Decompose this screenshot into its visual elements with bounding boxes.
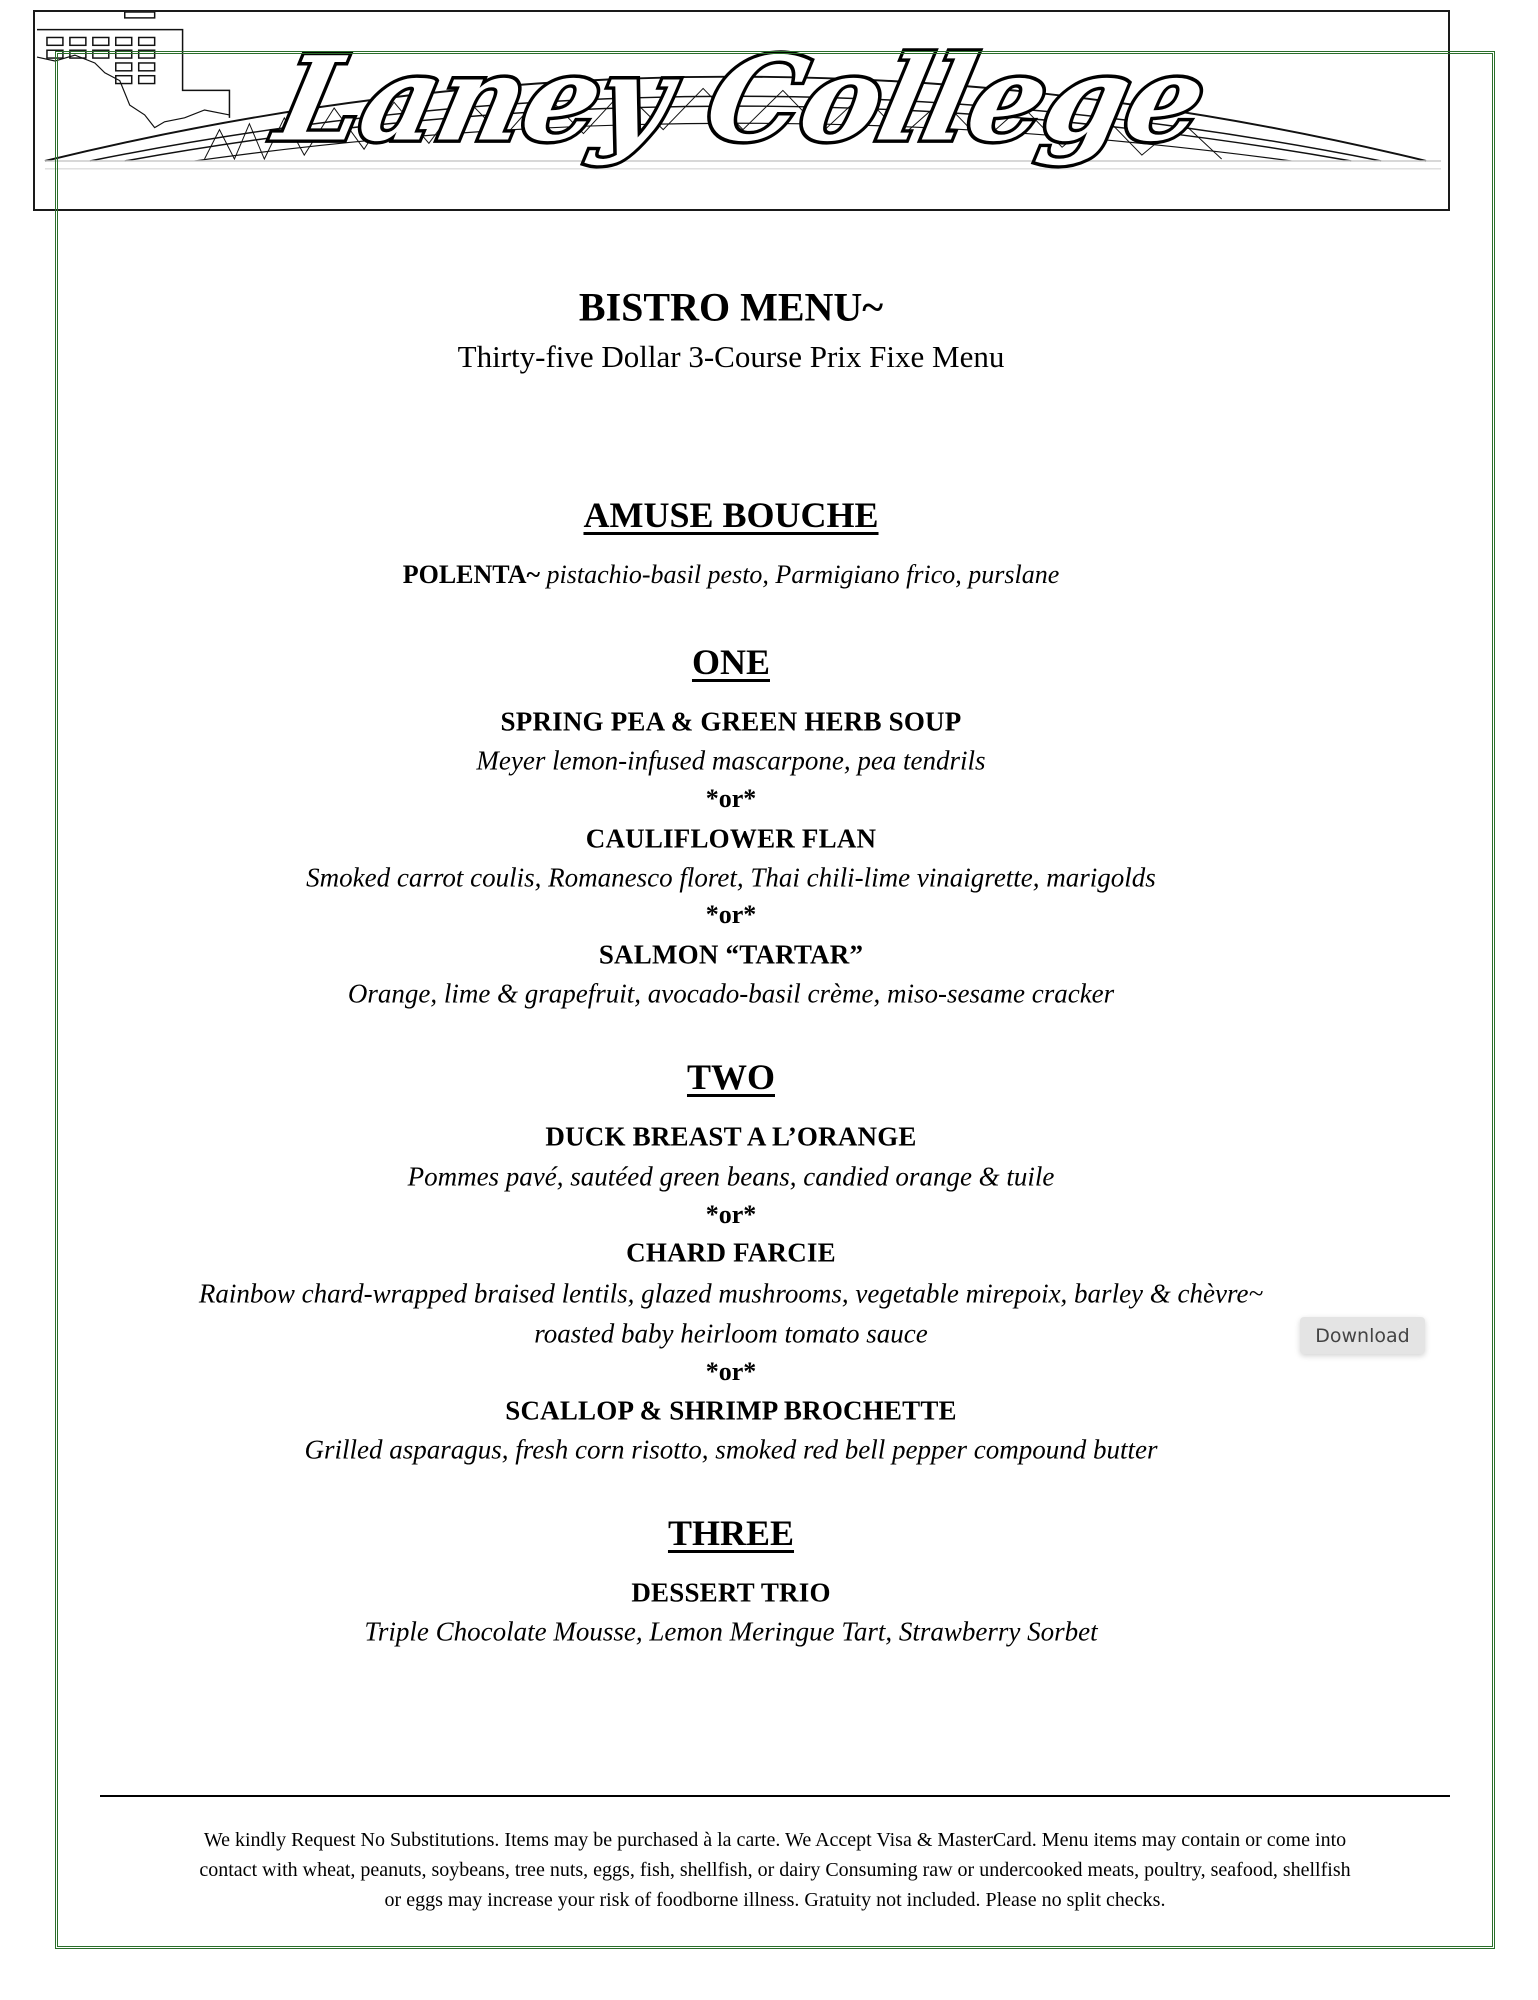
dish-description: Pommes pavé, sautéed green beans, candied orange & tuile bbox=[407, 1161, 1055, 1192]
course-heading-two: TWO bbox=[686, 1057, 775, 1097]
laney-college-logo bbox=[33, 10, 1450, 211]
or-separator: *or* bbox=[705, 1357, 757, 1386]
dish-name: SALMON “TARTAR” bbox=[598, 939, 864, 970]
amuse-dish-name: POLENTA~ bbox=[402, 560, 540, 589]
dish-description: Rainbow chard-wrapped braised lentils, glazed mushrooms, vegetable mirepoix, barley & chèvre~ bbox=[198, 1278, 1264, 1309]
footer-line-1: We kindly Request No Substitutions. Items may be purchased à la carte. We Accept Visa & MasterCard. Menu items may contain or come into bbox=[203, 1829, 1347, 1851]
dish-name: DESSERT TRIO bbox=[631, 1577, 831, 1608]
course-heading-one: ONE bbox=[691, 642, 770, 682]
dish-description: Meyer lemon-infused mascarpone, pea tendrils bbox=[476, 745, 986, 776]
dish-name: SPRING PEA & GREEN HERB SOUP bbox=[500, 706, 962, 737]
dish-description: Smoked carrot coulis, Romanesco floret, Thai chili-lime vinaigrette, marigolds bbox=[306, 862, 1156, 893]
amuse-item bbox=[0, 560, 1462, 590]
dish-description: Orange, lime & grapefruit, avocado-basil crème, miso-sesame cracker bbox=[347, 978, 1115, 1009]
dish-name: SCALLOP & SHRIMP BROCHETTE bbox=[505, 1395, 957, 1426]
footer-line-3: or eggs may increase your risk of foodborne illness. Gratuity not included. Please no split checks. bbox=[384, 1889, 1166, 1911]
footer-notice bbox=[100, 1825, 1450, 1915]
footer-line-2: contact with wheat, peanuts, soybeans, tree nuts, eggs, fish, shellfish, or dairy Consuming raw or undercooked meats, poultry, seafood, shellfish bbox=[199, 1859, 1351, 1881]
dish-name: CAULIFLOWER FLAN bbox=[585, 823, 877, 854]
footer-divider bbox=[100, 1795, 1450, 1797]
or-separator: *or* bbox=[705, 784, 757, 813]
dish-name: DUCK BREAST A L’ORANGE bbox=[545, 1121, 917, 1152]
download-button[interactable]: Download bbox=[1300, 1317, 1425, 1354]
dish-description-line2: roasted baby heirloom tomato sauce bbox=[534, 1318, 928, 1349]
course-heading-three: THREE bbox=[667, 1513, 795, 1553]
course-heading-amuse-bouche: AMUSE BOUCHE bbox=[583, 495, 879, 535]
dish-description: Grilled asparagus, fresh corn risotto, smoked red bell pepper compound butter bbox=[304, 1434, 1158, 1465]
bridge-building-illustration-icon bbox=[35, 12, 1448, 209]
or-separator: *or* bbox=[705, 1200, 757, 1229]
svg-text:Laney College: Laney College bbox=[266, 30, 1219, 167]
menu-title: BISTRO MENU~ bbox=[578, 284, 884, 330]
menu-subtitle: Thirty-five Dollar 3-Course Prix Fixe Menu bbox=[457, 339, 1005, 374]
amuse-dish-description: pistachio-basil pesto, Parmigiano frico, purslane bbox=[546, 560, 1060, 589]
or-separator: *or* bbox=[705, 900, 757, 929]
dish-name: CHARD FARCIE bbox=[626, 1237, 836, 1268]
dish-description: Triple Chocolate Mousse, Lemon Meringue Tart, Strawberry Sorbet bbox=[364, 1616, 1098, 1647]
